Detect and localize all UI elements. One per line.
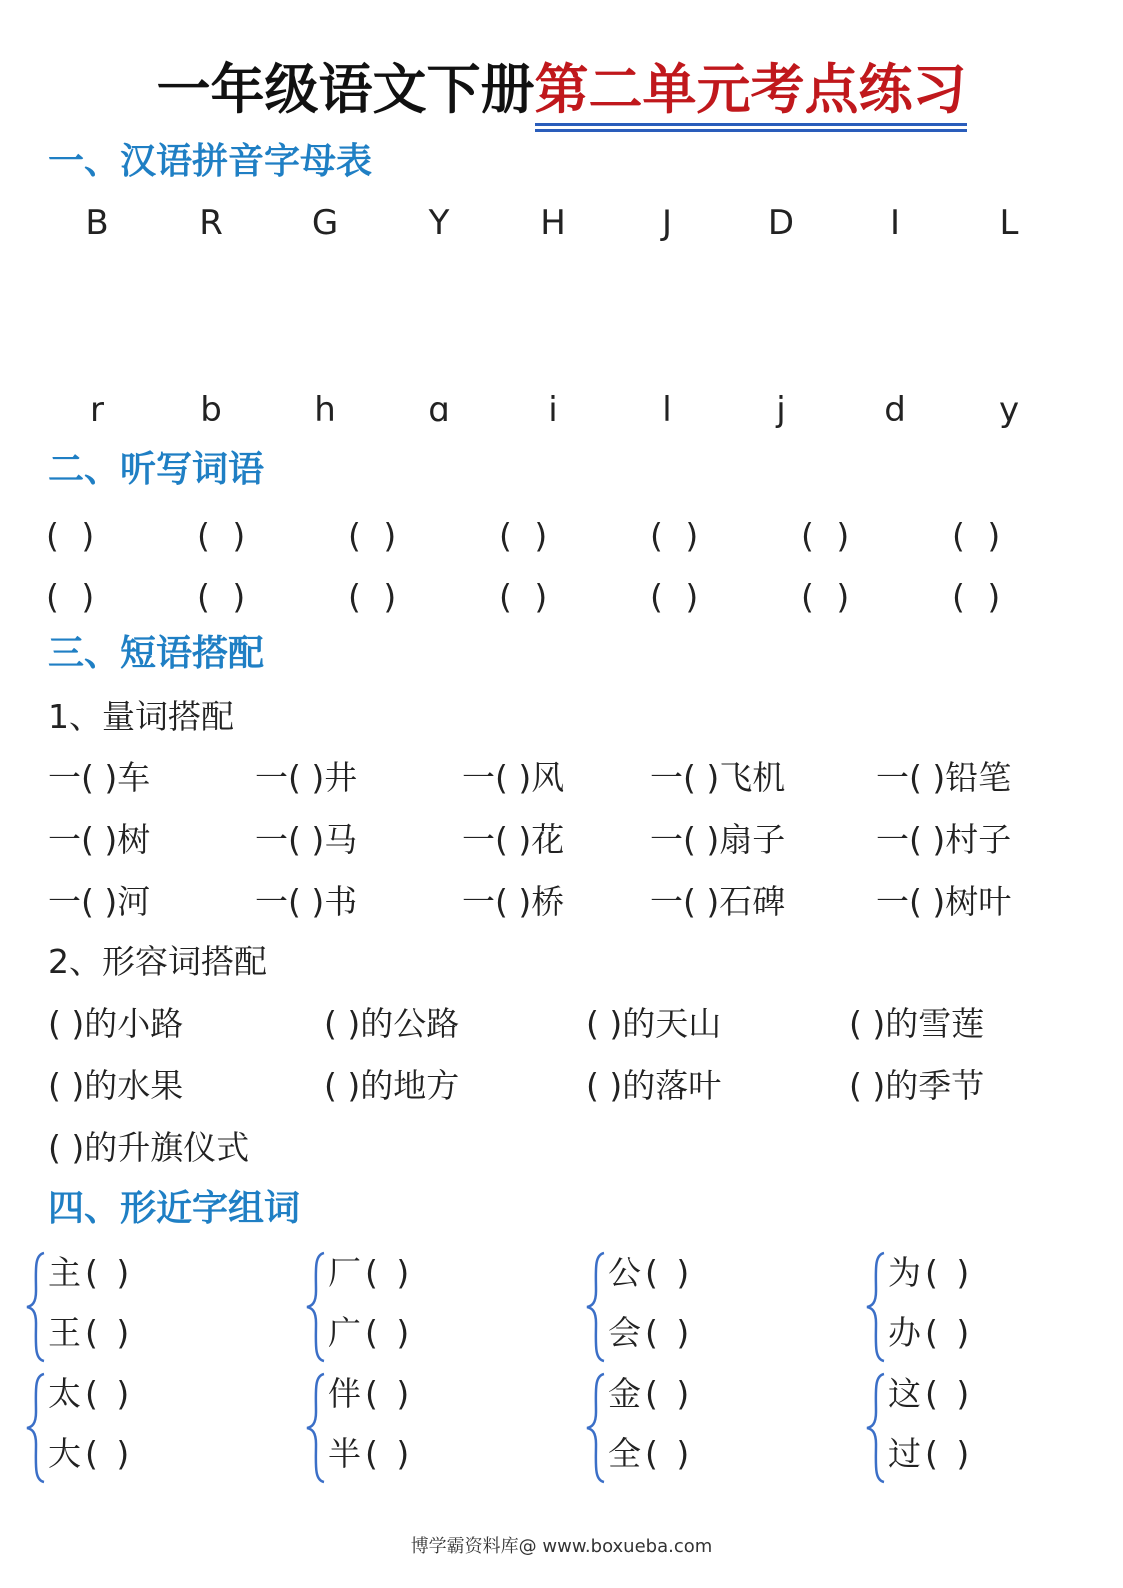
similar-character-item: 公( ) bbox=[608, 1253, 694, 1292]
measure-word-item: 一( )树叶 bbox=[876, 882, 1012, 921]
lowercase-letter: i bbox=[548, 390, 558, 430]
similar-character-item: 太( ) bbox=[48, 1374, 134, 1413]
dictation-box: ( ) bbox=[650, 577, 705, 616]
dictation-box: ( ) bbox=[952, 577, 1007, 616]
similar-character-item: 大( ) bbox=[48, 1434, 134, 1473]
measure-word-item: 一( )书 bbox=[255, 882, 358, 921]
curly-brace-icon bbox=[304, 1372, 318, 1484]
uppercase-letter: L bbox=[999, 203, 1019, 243]
lowercase-letter: l bbox=[662, 390, 672, 430]
section1-heading: 一、汉语拼音字母表 bbox=[48, 141, 373, 182]
similar-character-item: 广( ) bbox=[328, 1313, 414, 1352]
uppercase-letter: J bbox=[661, 203, 673, 243]
adjective-subheading: 2、形容词搭配 bbox=[48, 942, 267, 981]
adjective-item: ( )的落叶 bbox=[586, 1066, 722, 1105]
curly-brace-icon bbox=[24, 1372, 38, 1484]
measure-word-item: 一( )铅笔 bbox=[876, 758, 1012, 797]
measure-word-item: 一( )飞机 bbox=[650, 758, 786, 797]
measure-word-item: 一( )桥 bbox=[462, 882, 565, 921]
curly-brace-icon bbox=[584, 1251, 598, 1363]
dictation-box: ( ) bbox=[197, 516, 252, 555]
adjective-item: ( )的天山 bbox=[586, 1004, 722, 1043]
uppercase-letter: H bbox=[540, 203, 566, 243]
curly-brace-icon bbox=[24, 1251, 38, 1363]
dictation-box: ( ) bbox=[46, 577, 101, 616]
lowercase-letter: j bbox=[776, 390, 786, 430]
dictation-box: ( ) bbox=[952, 516, 1007, 555]
measure-word-item: 一( )马 bbox=[255, 820, 358, 859]
dictation-box: ( ) bbox=[348, 577, 403, 616]
similar-character-item: 金( ) bbox=[608, 1374, 694, 1413]
title-part2 bbox=[535, 58, 967, 122]
lowercase-letter: r bbox=[90, 390, 104, 430]
dictation-box: ( ) bbox=[348, 516, 403, 555]
measure-word-item: 一( )石碑 bbox=[650, 882, 786, 921]
similar-character-item: 全( ) bbox=[608, 1434, 694, 1473]
measure-word-item: 一( )井 bbox=[255, 758, 358, 797]
adjective-item: ( )的雪莲 bbox=[849, 1004, 985, 1043]
lowercase-letter: y bbox=[998, 390, 1020, 430]
similar-character-item: 厂( ) bbox=[328, 1253, 414, 1292]
measure-word-item: 一( )车 bbox=[48, 758, 151, 797]
similar-character-item: 这( ) bbox=[888, 1374, 974, 1413]
dictation-box: ( ) bbox=[801, 516, 856, 555]
uppercase-letter: R bbox=[199, 203, 223, 243]
adjective-item: ( )的升旗仪式 bbox=[48, 1128, 250, 1167]
curly-brace-icon bbox=[864, 1372, 878, 1484]
similar-character-item: 半( ) bbox=[328, 1434, 414, 1473]
uppercase-letter: B bbox=[85, 203, 109, 243]
section2-heading: 二、听写词语 bbox=[48, 449, 265, 490]
title-underline-2 bbox=[535, 129, 967, 132]
measure-word-item: 一( )村子 bbox=[876, 820, 1012, 859]
dictation-box: ( ) bbox=[499, 577, 554, 616]
curly-brace-icon bbox=[584, 1372, 598, 1484]
uppercase-letter: G bbox=[311, 203, 339, 243]
uppercase-letter: D bbox=[767, 203, 795, 243]
measure-word-item: 一( )扇子 bbox=[650, 820, 786, 859]
dictation-box: ( ) bbox=[650, 516, 705, 555]
similar-character-item: 会( ) bbox=[608, 1313, 694, 1352]
title-underline bbox=[535, 123, 967, 126]
dictation-box: ( ) bbox=[801, 577, 856, 616]
measure-word-item: 一( )树 bbox=[48, 820, 151, 859]
title-part1: 一年级语文下册 bbox=[156, 58, 535, 121]
adjective-item: ( )的地方 bbox=[324, 1066, 460, 1105]
similar-character-item: 王( ) bbox=[48, 1313, 134, 1352]
measure-word-item: 一( )河 bbox=[48, 882, 151, 921]
adjective-item: ( )的季节 bbox=[849, 1066, 985, 1105]
adjective-item: ( )的水果 bbox=[48, 1066, 184, 1105]
page-title bbox=[0, 58, 1123, 122]
lowercase-letter: d bbox=[884, 390, 906, 430]
title-part2-text: 第二单元考点练习 bbox=[534, 58, 967, 121]
lowercase-letter: h bbox=[314, 390, 336, 430]
lowercase-letter: b bbox=[200, 390, 222, 430]
section4-heading: 四、形近字组词 bbox=[48, 1188, 301, 1229]
adjective-item: ( )的公路 bbox=[324, 1004, 460, 1043]
measure-word-subheading: 1、量词搭配 bbox=[48, 697, 234, 736]
lowercase-letter: ɑ bbox=[428, 390, 450, 430]
uppercase-letter: Y bbox=[428, 203, 450, 243]
similar-character-item: 过( ) bbox=[888, 1434, 974, 1473]
curly-brace-icon bbox=[304, 1251, 318, 1363]
measure-word-item: 一( )花 bbox=[462, 820, 565, 859]
dictation-box: ( ) bbox=[197, 577, 252, 616]
measure-word-item: 一( )风 bbox=[462, 758, 565, 797]
similar-character-item: 为( ) bbox=[888, 1253, 974, 1292]
similar-character-item: 伴( ) bbox=[328, 1374, 414, 1413]
dictation-box: ( ) bbox=[46, 516, 101, 555]
footer-watermark: 博学霸资料库@ www.boxueba.com bbox=[410, 1536, 713, 1557]
curly-brace-icon bbox=[864, 1251, 878, 1363]
similar-character-item: 主( ) bbox=[48, 1253, 134, 1292]
uppercase-letter: I bbox=[889, 203, 901, 243]
section3-heading: 三、短语搭配 bbox=[48, 633, 265, 674]
adjective-item: ( )的小路 bbox=[48, 1004, 184, 1043]
similar-character-item: 办( ) bbox=[888, 1313, 974, 1352]
dictation-box: ( ) bbox=[499, 516, 554, 555]
